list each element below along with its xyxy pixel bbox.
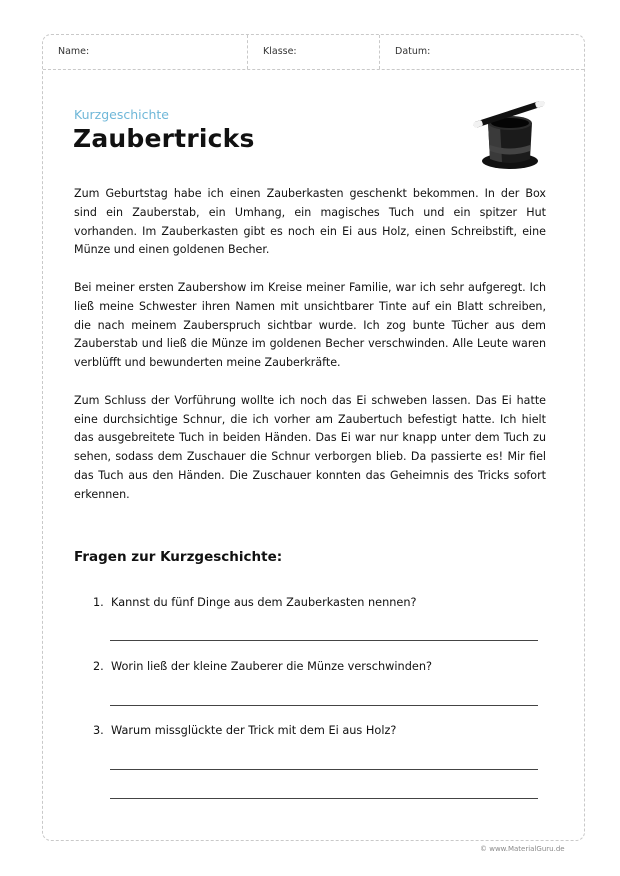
story-paragraph: Zum Geburtstag habe ich einen Zauberkasten geschenkt bekommen. In der Box sind ein Zauberstab, ein Umhang, ein magisches Tuch und ein spitzer Hut vorhanden. Im Zauberkasten gibt es noch ein Ei aus Holz, einen Schreibstift, eine Münze und einen goldenen Becher.	[74, 187, 546, 257]
name-field[interactable]	[43, 35, 248, 69]
answer-line[interactable]	[110, 705, 538, 706]
question-number: 1.	[93, 596, 104, 609]
question-number: 3.	[93, 724, 104, 737]
question-text: Kannst du fünf Dinge aus dem Zauberkasten nennen?	[111, 596, 417, 609]
question-text: Worin ließ der kleine Zauberer die Münze verschwinden?	[111, 660, 432, 673]
question-1	[93, 596, 553, 609]
story-paragraph: Zum Schluss der Vorführung wollte ich noch das Ei schweben lassen. Das Ei hatte eine durchsichtige Schnur, die ich vorher am Zaubertuch befestigt hatte. Ich hielt das ausgebreitete Tuch in beiden Händen. Das Ei war nur knapp unter dem Tuch zu sehen, sodass dem Zuschauer die Schnur verborgen blieb. Da passierte es! Mir fiel das Tuch aus den Händen. Die Zuschauer konnten das Geheimnis des Tricks sofort erkennen.	[74, 393, 546, 501]
header-row	[43, 35, 584, 70]
copyright-text: © www.MaterialGuru.de	[480, 845, 565, 853]
page-title: Zaubertricks	[73, 124, 255, 153]
class-label: Klasse:	[263, 46, 297, 57]
magic-hat-icon	[468, 101, 550, 173]
story-paragraph: Bei meiner ersten Zaubershow im Kreise meiner Familie, war ich sehr aufgeregt. Ich ließ meine Schwester ihren Namen mit unsichtbarer Tinte auf ein Blatt schreiben, die nach meinem Zauberspruch sichtbar wurde. Ich zog bunte Tücher aus dem Zauberstab und ließ die Münze im goldenen Becher verschwinden. Alle Leute waren verblüfft und bewunderten meine Zauberkräfte.	[74, 280, 546, 370]
answer-line[interactable]	[110, 769, 538, 770]
answer-line[interactable]	[110, 798, 538, 799]
date-label: Datum:	[395, 46, 431, 57]
class-field[interactable]	[248, 35, 380, 69]
category-label: Kurzgeschichte	[74, 107, 169, 122]
questions-heading: Fragen zur Kurzgeschichte:	[74, 549, 283, 565]
question-text: Warum missglückte der Trick mit dem Ei aus Holz?	[111, 724, 397, 737]
date-field[interactable]	[380, 35, 586, 69]
story-text	[74, 185, 546, 523]
name-label: Name:	[58, 46, 90, 57]
question-number: 2.	[93, 660, 104, 673]
answer-line[interactable]	[110, 640, 538, 641]
question-2	[93, 660, 553, 673]
question-3	[93, 724, 553, 737]
